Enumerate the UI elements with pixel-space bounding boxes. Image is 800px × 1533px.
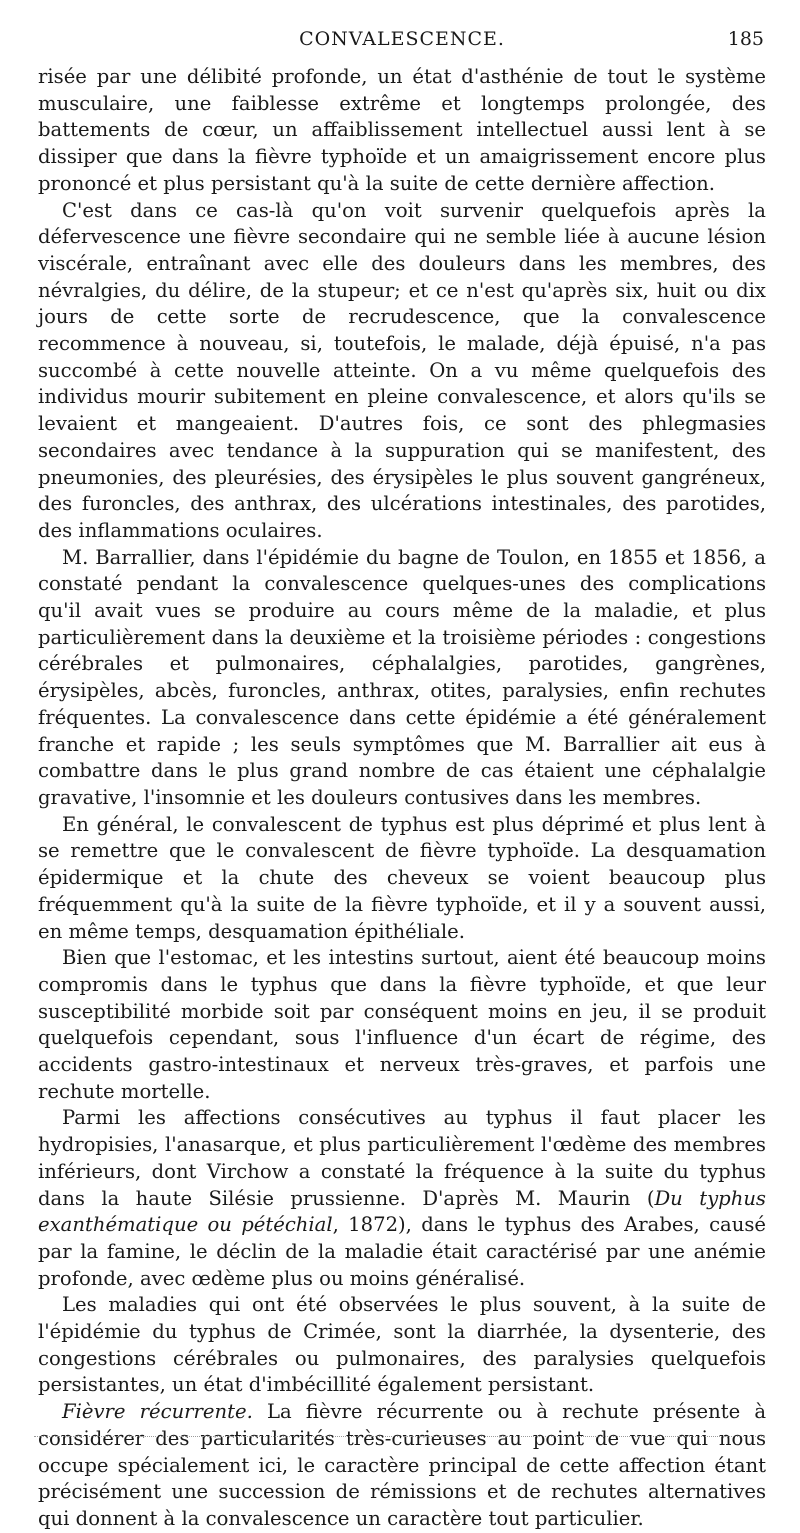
running-title: CONVALESCENCE. [299, 28, 505, 50]
paragraph-crimea: Les maladies qui ont été observées le plus souvent, à la suite de l'épidémie du typhus de Crimée, sont la diarrhée, la dysenterie, des congestions cérébrales ou pulmonaires, des paralysies quelquefois persistantes, un état d'imbécillité également persistant. [38, 1293, 766, 1397]
section-heading-recurrent-fever: Fièvre récurrente. [62, 1400, 253, 1424]
recurrent-fever-text: La fièvre récurrente ou à rechute présente à considérer des particularités très-curieuses au point de vue qui nous occupe spécialement ici, le caractère principal de cette affection étant précisément une succession de rémissions et de rechutes alternatives qui donnent à la convalescence un caractère tout particulier. [38, 1400, 767, 1530]
page-number: 185 [727, 28, 764, 50]
maurin-book-title: Du typhus exanthématique ou pétéchial [38, 1186, 766, 1237]
running-header [38, 26, 766, 56]
paragraph-secondary-fever: C'est dans ce cas-là qu'on voit survenir quelquefois après la défervescence une fièvre secondaire qui ne semble liée à aucune lésion viscérale, entraînant avec elle des douleurs dans les membres, des névralgies, du délire, de la stupeur; et ce n'est qu'après six, huit ou dix jours de cette sorte de recrudescence, que la convalescence recommence à nouveau, si, toutefois, le malade, déjà épuisé, n'a pas succombé à cette nouvelle atteinte. On a vu même quelquefois des individus mourir subitement en pleine convalescence, et alors qu'ils se levaient et mangeaient. D'autres fois, ce sont des phlegmasies secondaires avec tendance à la suppuration qui se manifestent, des pneumonies, des pleurésies, des érysipèles le plus souvent gangréneux, des furoncles, des anthrax, des ulcérations intestinales, des parotides, des inflammations oculaires. [38, 198, 766, 542]
paragraph-continued: risée par une délibité profonde, un état d'asthénie de tout le système musculaire, une faiblesse extrême et longtemps prolongée, des battements de cœur, un affaiblissement intellectuel aussi lent à se dissiper que dans la fièvre typhoïde et un amaigrissement encore plus prononcé et plus persistant qu'à la suite de cette dernière affection. [38, 65, 766, 195]
paragraph-stomach: Bien que l'estomac, et les intestins surtout, aient été beaucoup moins compromis dans le typhus que dans la fièvre typhoïde, et que leur susceptibilité morbide soit par conséquent moins en jeu, il se produit quelquefois cependant, sous l'influence d'un écart de régime, des accidents gastro-intestinaux et nerveux très-graves, et parfois une rechute mortelle. [38, 946, 766, 1103]
paragraph-general: En général, le convalescent de typhus est plus déprimé et plus lent à se remettre que le convalescent de fièvre typhoïde. La desquamation épidermique et la chute des cheveux se voient beaucoup plus fréquemment qu'à la suite de la fièvre typhoïde, et il y a souvent aussi, en même temps, desquamation épithéliale. [38, 812, 766, 943]
paragraph-barrallier: M. Barrallier, dans l'épidémie du bagne de Toulon, en 1855 et 1856, a constaté pendant la convalescence quelques-unes des complications qu'il avait vues se produire au cours même de la maladie, et plus particulièrement dans la deuxième et la troisième périodes : congestions cérébrales et pulmonaires, céphalalgies, parotides, gangrènes, érysipèles, abcès, furoncles, anthrax, otites, paralysies, enfin rechutes fréquentes. La convalescence dans cette épidémie a été généralement franche et rapide ; les seuls symptômes que M. Barrallier ait eus à combattre dans le plus grand nombre de cas étaient une céphalalgie gravative, l'insomnie et les douleurs contusives dans les membres. [38, 545, 766, 809]
document-page [38, 26, 766, 1533]
maurin-text-before: Parmi les affections consécutives au typhus il faut placer les hydropisies, l'anasarque, et plus particulièrement l'œdème des membres inférieurs, dont Virchow a constaté la fréquence à la suite du typhus dans la haute Silésie prussienne. D'après M. Maurin ( [38, 1106, 766, 1210]
body-text [38, 64, 766, 1533]
paragraph-affections [38, 1105, 766, 1292]
footer-dotted-rule [34, 1436, 764, 1437]
maurin-text-after: , 1872), dans le typhus des Arabes, causé par la famine, le déclin de la maladie était caractérisé par une anémie profonde, avec œdème plus ou moins généralisé. [38, 1213, 767, 1290]
paragraph-recurrent-fever [38, 1399, 766, 1533]
